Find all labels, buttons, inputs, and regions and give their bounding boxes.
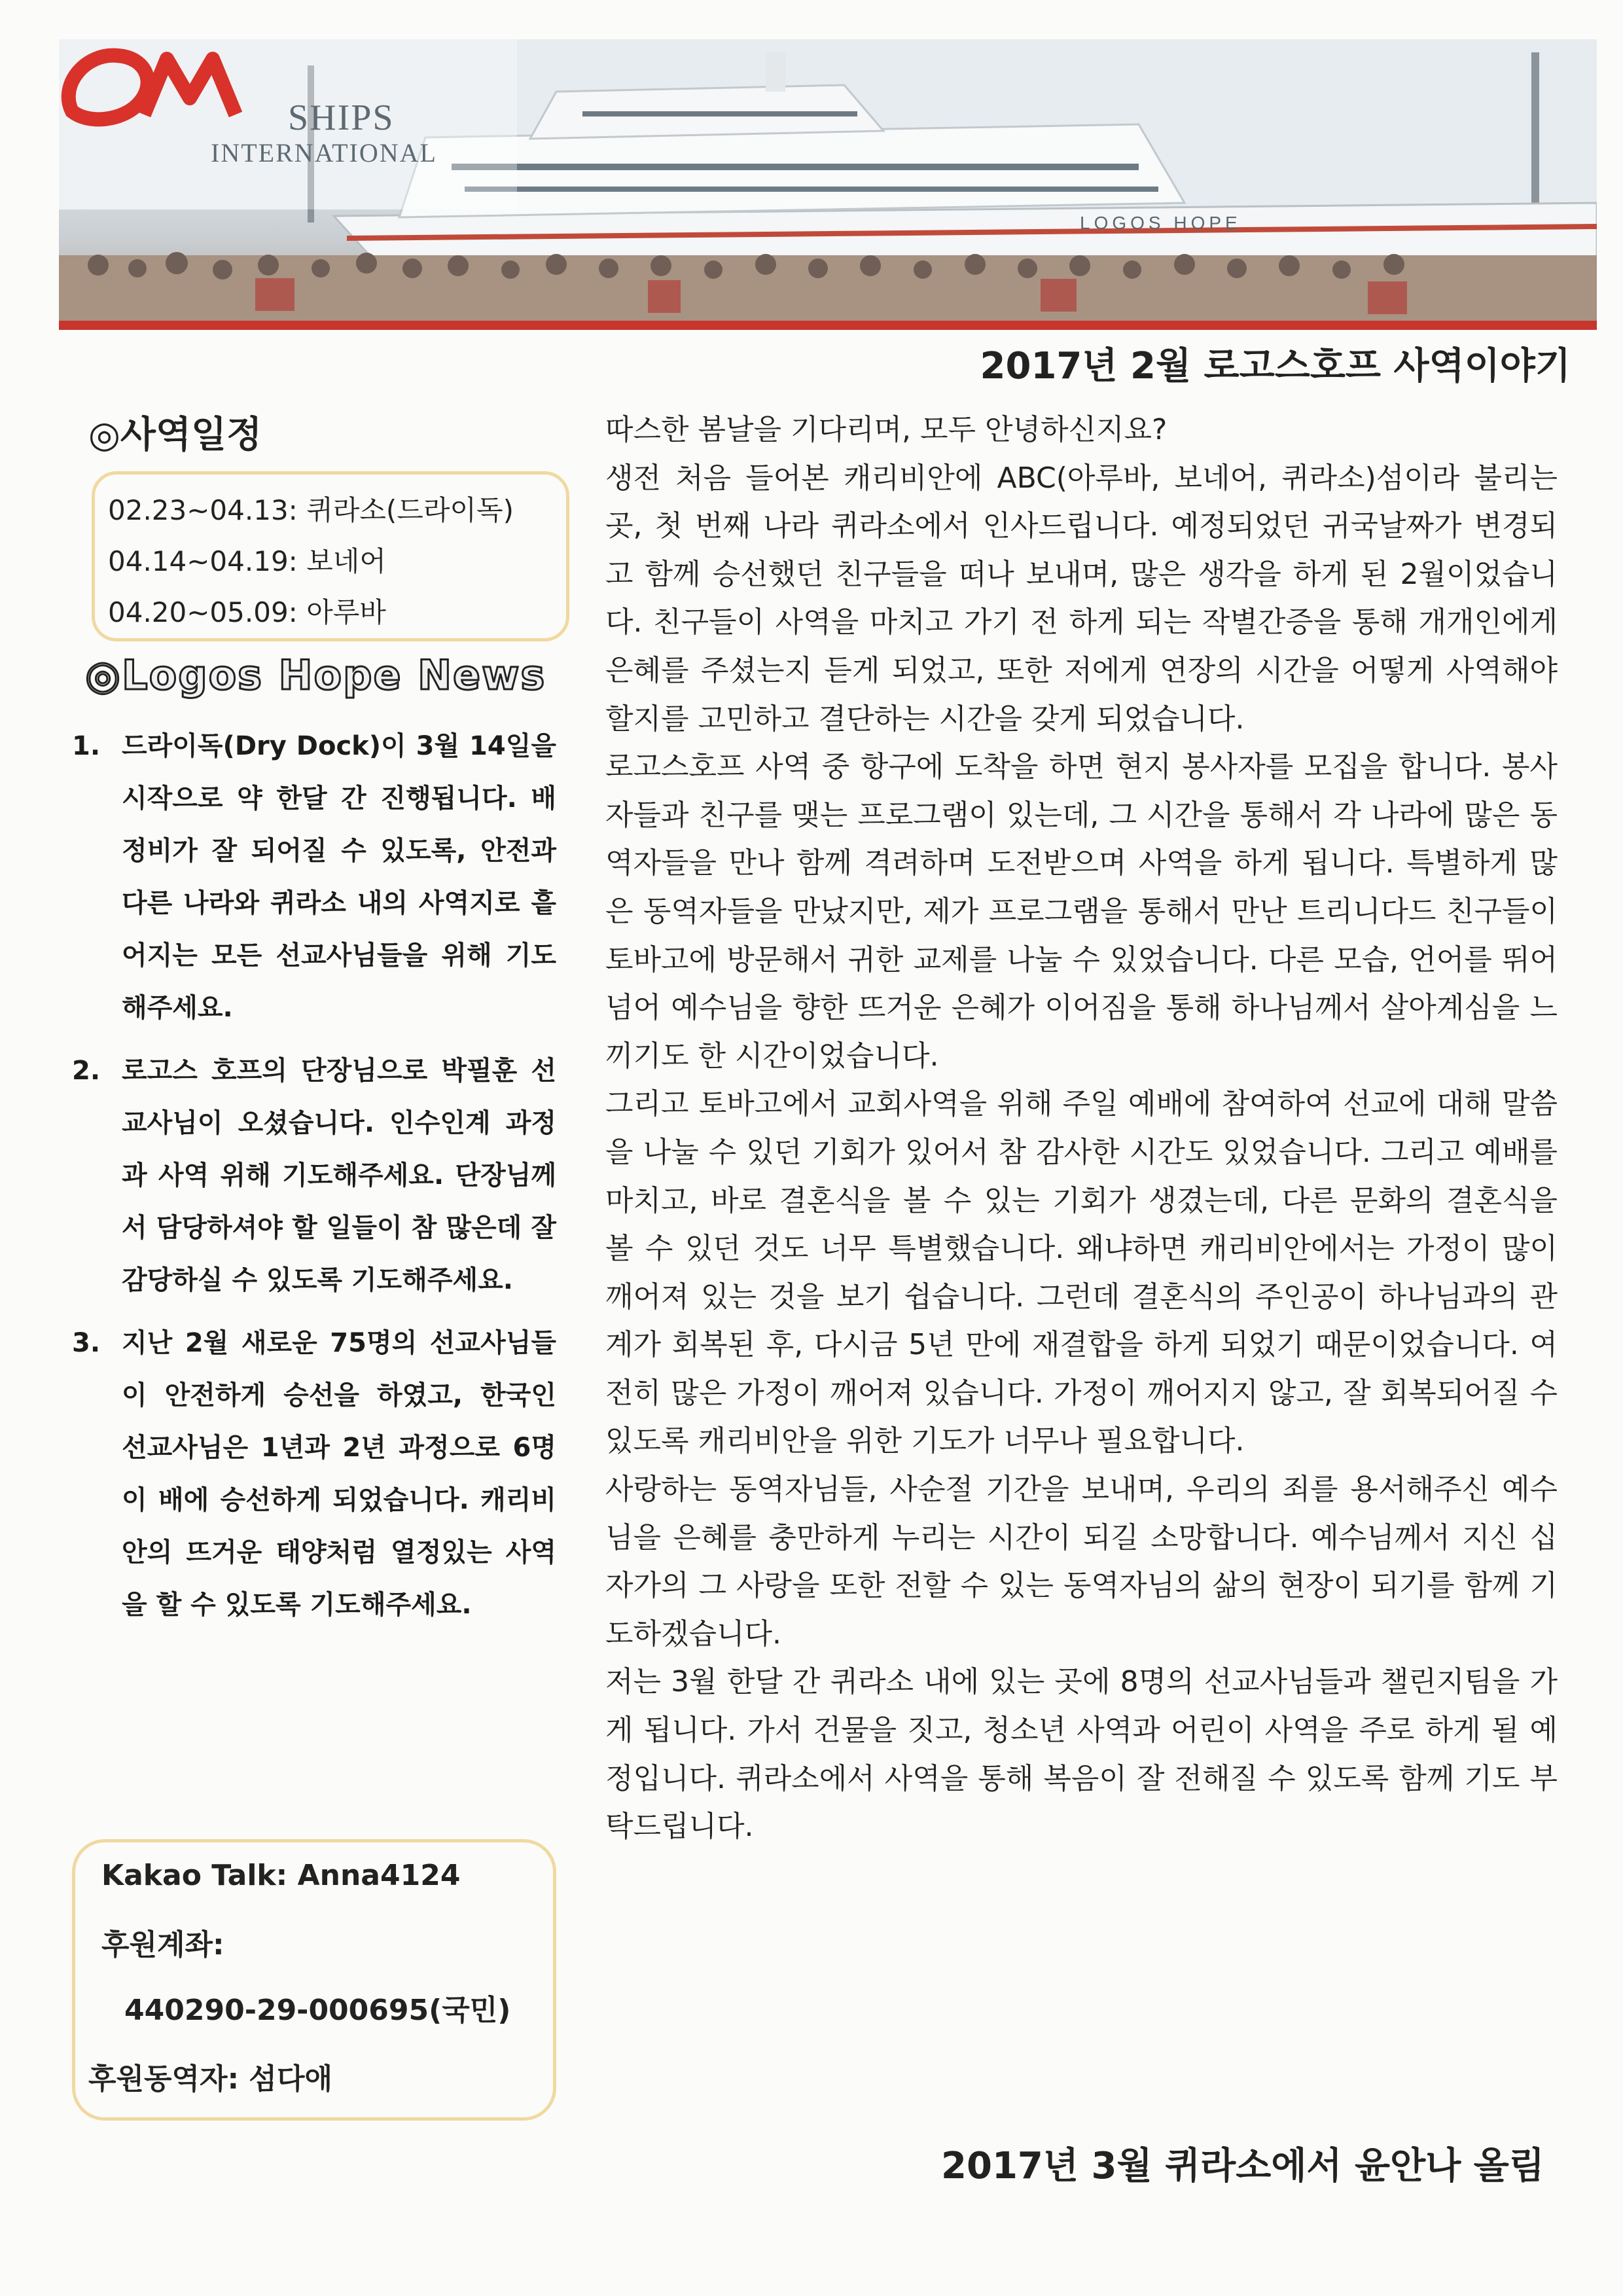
schedule-box <box>92 471 569 641</box>
header-banner <box>59 39 1597 330</box>
schedule-place: 보네어 <box>306 545 386 577</box>
letter-paragraph: 따스한 봄날을 기다리며, 모두 안녕하신지요? <box>605 413 1168 446</box>
ship-photo <box>59 39 1597 321</box>
letter-body <box>605 406 1558 1851</box>
schedule-place: 퀴라소(드라이독) <box>306 494 514 526</box>
om-logo-icon <box>59 39 249 131</box>
schedule-place: 아루바 <box>306 596 386 628</box>
letter-paragraph: 사랑하는 동역자님들, 사순절 기간을 보내며, 우리의 죄를 용서해주신 예수님을 은혜를 충만하게 누리는 시간이 되길 소망합니다. 예수님께서 지신 십자가의 그 사랑을 또한 전할 수 있는 동역자님의 삶의 현장이 되기를 함께 기도하겠습니다. <box>605 1473 1558 1651</box>
news-number: 1. <box>72 731 101 761</box>
list-item <box>72 720 556 1034</box>
letter-paragraph: 로고스호프 사역 중 항구에 도착을 하면 현지 봉사자를 모집을 합니다. 봉사자들과 친구를 맺는 프로그램이 있는데, 그 시간을 통해서 각 나라에 많은 동역자들을 만나 함께 격려하며 도전받으며 사역을 하게 됩니다. 특별하게 많은 동역자들을 만났지만, 제가 프로그램을 통해서 만난 트리니다드 친구들이 토바고에 방문해서 귀한 교제를 나눌 수 있었습니다. 다른 모습, 언어를 뛰어넘어 예수님을 향한 뜨거운 은혜가 이어짐을 통해 하나님께서 살아계심을 느끼기도 한 시간이었습니다. <box>605 750 1558 1073</box>
signature: 2017년 3월 퀴라소에서 윤안나 올림 <box>941 2145 1544 2187</box>
kakao-id: Kakao Talk: Anna4124 <box>101 1859 461 1892</box>
logo-international-text: INTERNATIONAL <box>211 138 437 168</box>
news-text: 지난 2월 새로운 75명의 선교사님들이 안전하게 승선을 하였고, 한국인 선교사님은 1년과 2년 과정으로 6명이 배에 승선하게 되었습니다. 캐리비안의 뜨거운 태양처럼 열정있는 사역을 할 수 있도록 기도해주세요. <box>122 1328 556 1620</box>
list-item <box>72 1317 556 1631</box>
news-text: 드라이독(Dry Dock)이 3월 14일을 시작으로 약 한달 간 진행됩니다. 배 정비가 잘 되어질 수 있도록, 안전과 다른 나라와 퀴라소 내의 사역지로 흩어지는 모든 선교사님들을 위해 기도해주세요. <box>122 731 556 1023</box>
news-text: 로고스 호프의 단장님으로 박필훈 선교사님이 오셨습니다. 인수인계 과정과 사역 위해 기도해주세요. 단장님께서 담당하셔야 할 일들이 참 많은데 잘 감당하실 수 있도록 기도해주세요. <box>122 1056 556 1295</box>
contact-box <box>72 1839 556 2121</box>
news-heading: ◎Logos Hope News <box>85 651 546 699</box>
ship-name-text: LOGOS HOPE <box>1080 213 1241 233</box>
schedule-dates: 04.14~04.19: <box>108 545 298 577</box>
news-number: 2. <box>72 1056 101 1086</box>
schedule-heading: ◎사역일정 <box>88 414 262 456</box>
logo-ships-text: SHIPS <box>288 98 395 138</box>
schedule-dates: 02.23~04.13: <box>108 494 298 526</box>
account-label: 후원계좌: <box>101 1928 224 1962</box>
news-list <box>72 720 556 1641</box>
list-item <box>72 1045 556 1306</box>
letter-paragraph: 저는 3월 한달 간 퀴라소 내에 있는 곳에 8명의 선교사님들과 챌린지팀을 가게 됩니다. 가서 건물을 짓고, 청소년 사역과 어린이 사역을 주로 하게 될 예정입니다. 퀴라소에서 사역을 통해 복음이 잘 전해질 수 있도록 함께 기도 부탁드립니다. <box>605 1665 1558 1844</box>
schedule-row <box>108 540 386 579</box>
page-title: 2017년 2월 로고스호프 사역이야기 <box>980 345 1571 387</box>
partners-label: 후원동역자: 섬다애 <box>88 2062 332 2096</box>
letter-paragraph: 그리고 토바고에서 교회사역을 위해 주일 예배에 참여하여 선교에 대해 말씀을 나눌 수 있던 기회가 있어서 참 감사한 시간도 있었습니다. 그리고 예배를 마치고, 바로 결혼식을 볼 수 있는 기회가 생겼는데, 다른 문화의 결혼식을 볼 수 있던 것도 너무 특별했습니다. 왜냐하면 캐리비안에서는 가정이 많이 깨어져 있는 것을 보기 쉽습니다. 그런데 결혼식의 주인공이 하나님과의 관계가 회복된 후, 다시금 5년 만에 재결합을 하게 되었기 때문이었습니다. 여전히 많은 가정이 깨어져 있습니다. 가정이 깨어지지 않고, 잘 회복되어질 수 있도록 캐리비안을 위한 기도가 너무나 필요합니다. <box>605 1087 1558 1458</box>
schedule-row <box>108 591 386 630</box>
news-number: 3. <box>72 1328 101 1358</box>
schedule-row <box>108 489 514 528</box>
schedule-dates: 04.20~05.09: <box>108 596 298 628</box>
account-number: 440290-29-000695(국민) <box>124 1994 511 2027</box>
letter-paragraph: 생전 처음 들어본 캐리비안에 ABC(아루바, 보네어, 퀴라소)섬이라 불리는 곳, 첫 번째 나라 퀴라소에서 인사드립니다. 예정되었던 귀국날짜가 변경되고 함께 승선했던 친구들을 떠나 보내며, 많은 생각을 하게 된 2월이었습니다. 친구들이 사역을 마치고 가기 전 하게 되는 작별간증을 통해 개개인에게 은혜를 주셨는지 듣게 되었고, 또한 저에게 연장의 시간을 어떻게 사역해야 할지를 고민하고 결단하는 시간을 갖게 되었습니다. <box>605 461 1558 736</box>
